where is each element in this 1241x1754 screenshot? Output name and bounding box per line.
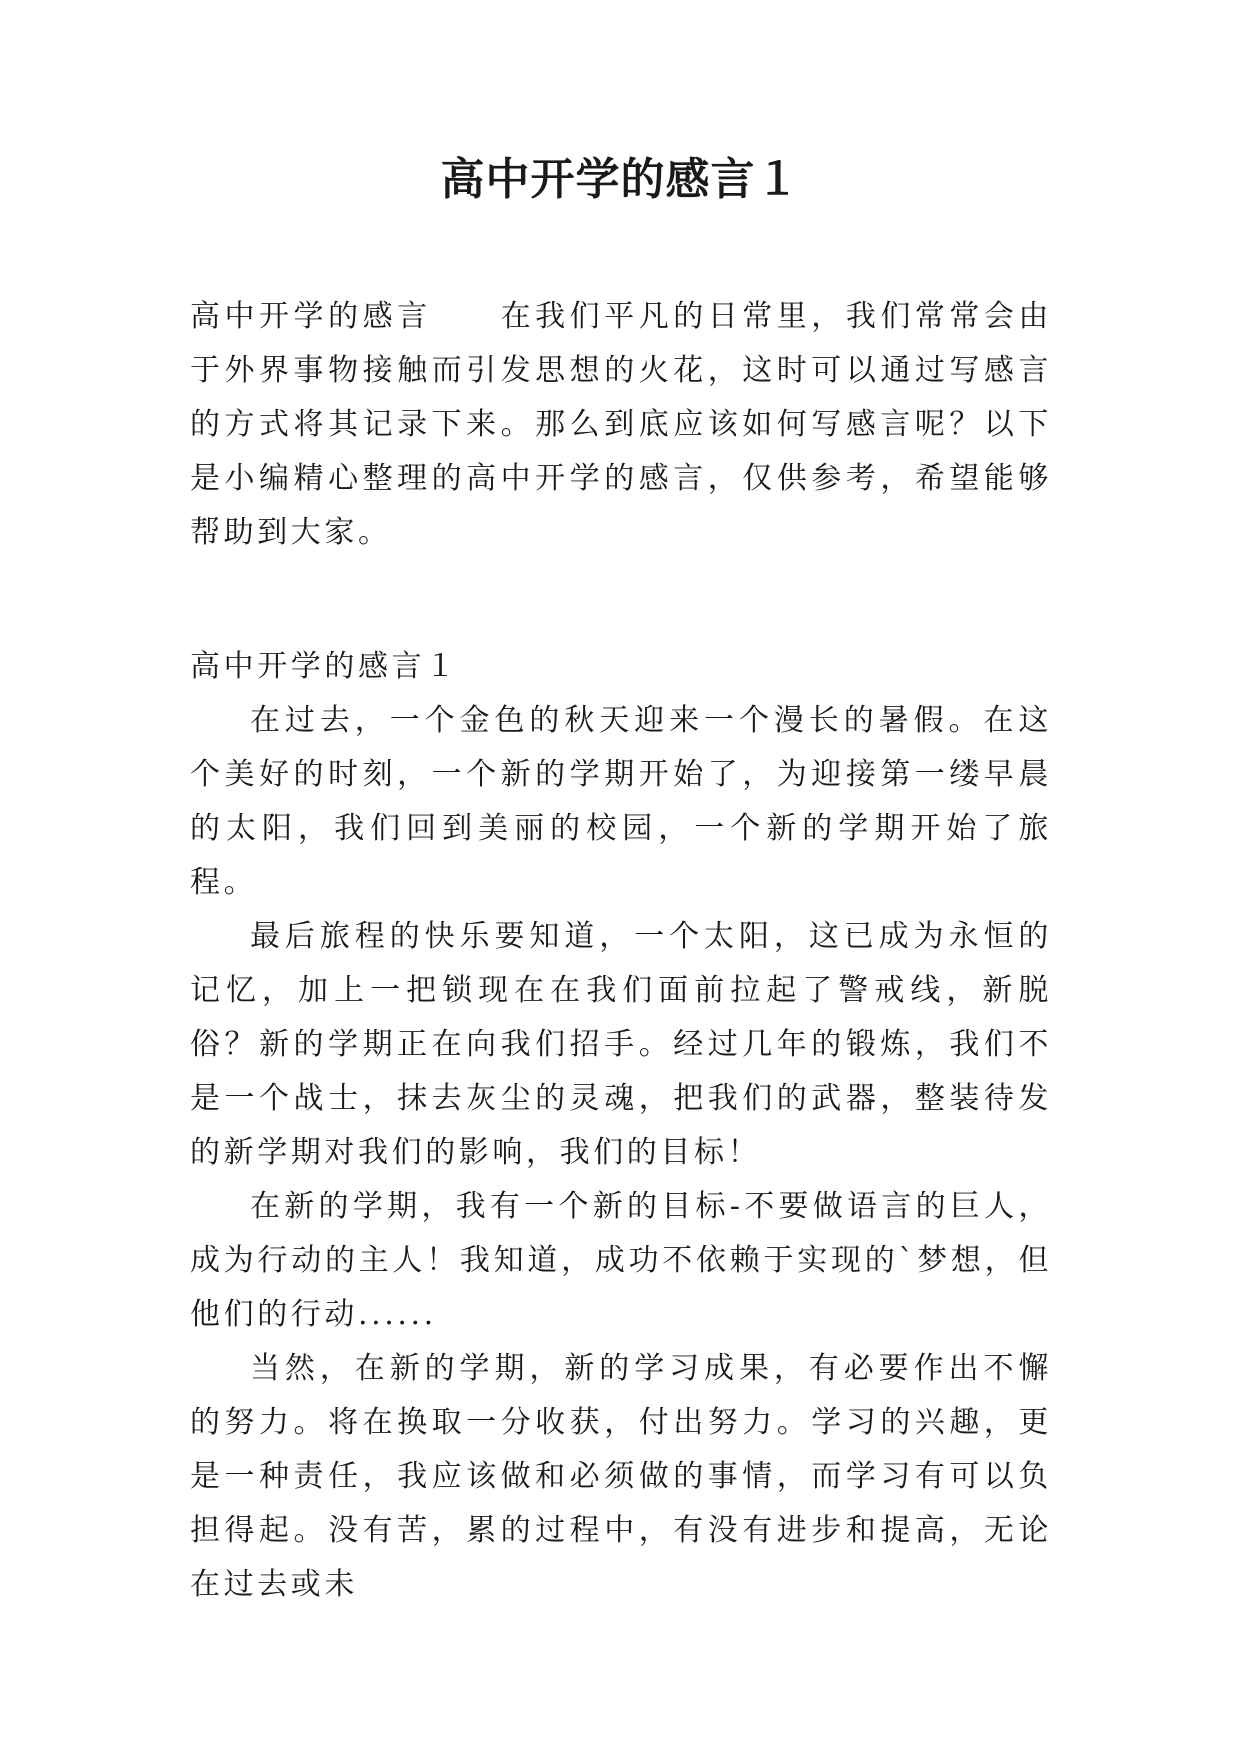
paragraph: 最后旅程的快乐要知道，一个太阳，这已成为永恒的记忆，加上一把锁现在在我们面前拉起了警戒线，新脱俗？新的学期正在向我们招手。经过几年的锻炼，我们不是一个战士，抹去灰尘的灵魂，把我们的武器，整装待发的新学期对我们的影响，我们的目标！ [190,919,1052,1170]
essay-section [190,640,1052,1612]
section-heading: 高中开学的感言１ [190,649,459,684]
document-title: 高中开学的感言１ [440,154,801,205]
paragraph: 在新的学期，我有一个新的目标-不要做语言的巨人，成为行动的主人！我知道，成功不依赖于实现的`梦想，但他们的行动...... [190,1189,1052,1332]
intro-paragraph: 高中开学的感言 在我们平凡的日常里，我们常常会由于外界事物接触而引发思想的火花，这时可以通过写感言的方式将其记录下来。那么到底应该如何写感言呢？以下是小编精心整理的高中开学的感言，仅供参考，希望能够帮助到大家。 [190,299,1052,550]
paragraph: 在过去，一个金色的秋天迎来一个漫长的暑假。在这个美好的时刻，一个新的学期开始了，为迎接第一缕早晨的太阳，我们回到美丽的校园，一个新的学期开始了旅程。 [190,703,1052,900]
paragraph: 当然，在新的学期，新的学习成果，有必要作出不懈的努力。将在换取一分收获，付出努力。学习的兴趣，更是一种责任，我应该做和必须做的事情，而学习有可以负担得起。没有苦，累的过程中，有没有进步和提高，无论在过去或未 [190,1351,1052,1602]
